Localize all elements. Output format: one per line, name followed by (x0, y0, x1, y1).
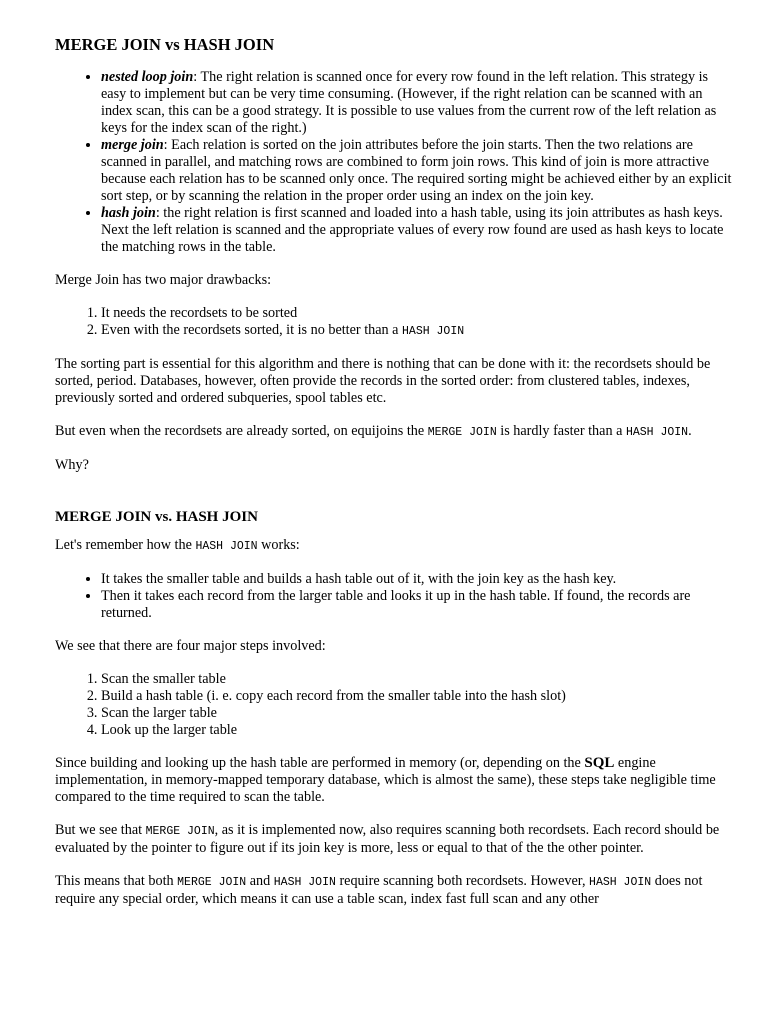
text-span: But we see that (55, 822, 146, 838)
text-span: Let's remember how the (55, 537, 196, 553)
text-span: and (246, 873, 274, 889)
text-span: , as it is implemented now, also requires scanning both recordsets. Each record should be evaluated by the pointer to figure out if its join key is more, less or equal to that of the the other pointer. (55, 822, 720, 856)
text-span: Since building and looking up the hash table are performed in memory (or, depending on the (55, 755, 585, 771)
term-merge-join: merge join (101, 137, 164, 153)
text-span: is hardly faster than a (496, 423, 626, 439)
drawbacks-list (55, 305, 735, 340)
text-span: does not require any special order, which means it can use a table scan, index fast full scan and any other (55, 873, 703, 907)
list-item: 3. Scan the larger table (101, 705, 735, 722)
text-span: require scanning both recordsets. However, (335, 873, 590, 889)
text-span: works: (257, 537, 300, 553)
code-merge-join: MERGE JOIN (145, 825, 215, 838)
text-span: engine implementation, in memory-mapped temporary database, which is almost the same), these steps take negligible time compared to the time required to scan the table. (55, 755, 716, 805)
spacer (55, 490, 735, 508)
list-item (101, 205, 735, 256)
paragraph-remember (55, 537, 735, 555)
text-span: . (688, 423, 692, 439)
list-item: 2. Build a hash table (i. e. copy each record from the smaller table into the hash slot) (101, 688, 735, 705)
hash-join-steps-list (55, 571, 735, 622)
definition-text: : The right relation is scanned once for every row found in the left relation. This strategy is easy to implement but can be very time consuming. (However, if the right relation can be scanned with an index scan, this can be a good strategy. It is possible to use values from the current row of the left relation as keys for the index scan of the right.) (101, 69, 717, 136)
major-steps-list (55, 671, 735, 739)
list-item-text: Even with the recordsets sorted, it is no better than a (101, 322, 403, 338)
document-content (55, 35, 735, 924)
list-item: 1. Scan the smaller table (101, 671, 735, 688)
section-title: MERGE JOIN vs. HASH JOIN (55, 509, 258, 525)
join-types-list (55, 69, 735, 256)
strong-sql: SQL (584, 755, 615, 771)
paragraph-sorting: The sorting part is essential for this algorithm and there is nothing that can be done with it: the recordsets should be sorted, period. Databases, however, often provide the records in the sorted order: from clustered tables, indexes, previously sorted and ordered subqueries, spool tables etc. (55, 356, 711, 406)
code-merge-join: MERGE JOIN (177, 876, 247, 889)
list-item: • Then it takes each record from the larger table and looks it up in the hash table. If found, the records are returned. (101, 588, 735, 622)
list-item (101, 69, 735, 137)
paragraph-why: Why? (55, 457, 89, 473)
paragraph-merge-scan (55, 822, 735, 857)
definition-text: : the right relation is first scanned and loaded into a hash table, using its join attributes as hash keys. Next the left relation is scanned and the appropriate values of every row found are used as hash keys to locate the matching rows in the table. (101, 205, 724, 255)
list-item: 1. It needs the recordsets to be sorted (101, 305, 735, 322)
steps-intro: We see that there are four major steps involved: (55, 638, 326, 654)
code-hash-join: HASH JOIN (273, 876, 336, 889)
drawbacks-intro: Merge Join has two major drawbacks: (55, 272, 272, 288)
list-item (101, 322, 735, 340)
definition-text: : Each relation is sorted on the join attributes before the join starts. Then the two relations are scanned in parallel, and matching rows are combined to form join rows. This kind of join is more attractive because each relation has to be scanned only once. The required sorting might be achieved either by an explicit sort step, or by scanning the relation in the proper order using an index on the join key. (101, 137, 732, 204)
code-hash-join: HASH JOIN (625, 426, 689, 439)
term-hash-join: hash join (101, 205, 156, 221)
list-item: • It takes the smaller table and builds a hash table out of it, with the join key as the hash key. (101, 571, 735, 588)
code-hash-join: HASH JOIN (195, 540, 258, 553)
page-title: MERGE JOIN vs HASH JOIN (55, 35, 275, 54)
list-item: 4. Look up the larger table (101, 722, 735, 739)
paragraph-final (55, 873, 735, 908)
code-hash-join: HASH JOIN (589, 876, 652, 889)
text-span: But even when the recordsets are already sorted, on equijoins the (55, 423, 428, 439)
list-item (101, 137, 735, 205)
code-merge-join: MERGE JOIN (427, 426, 497, 439)
paragraph-memory (55, 755, 735, 806)
paragraph-equijoin (55, 423, 735, 441)
code-hash-join: HASH JOIN (402, 325, 465, 338)
text-span: This means that both (55, 873, 178, 889)
term-nested-loop-join: nested loop join (101, 69, 194, 85)
